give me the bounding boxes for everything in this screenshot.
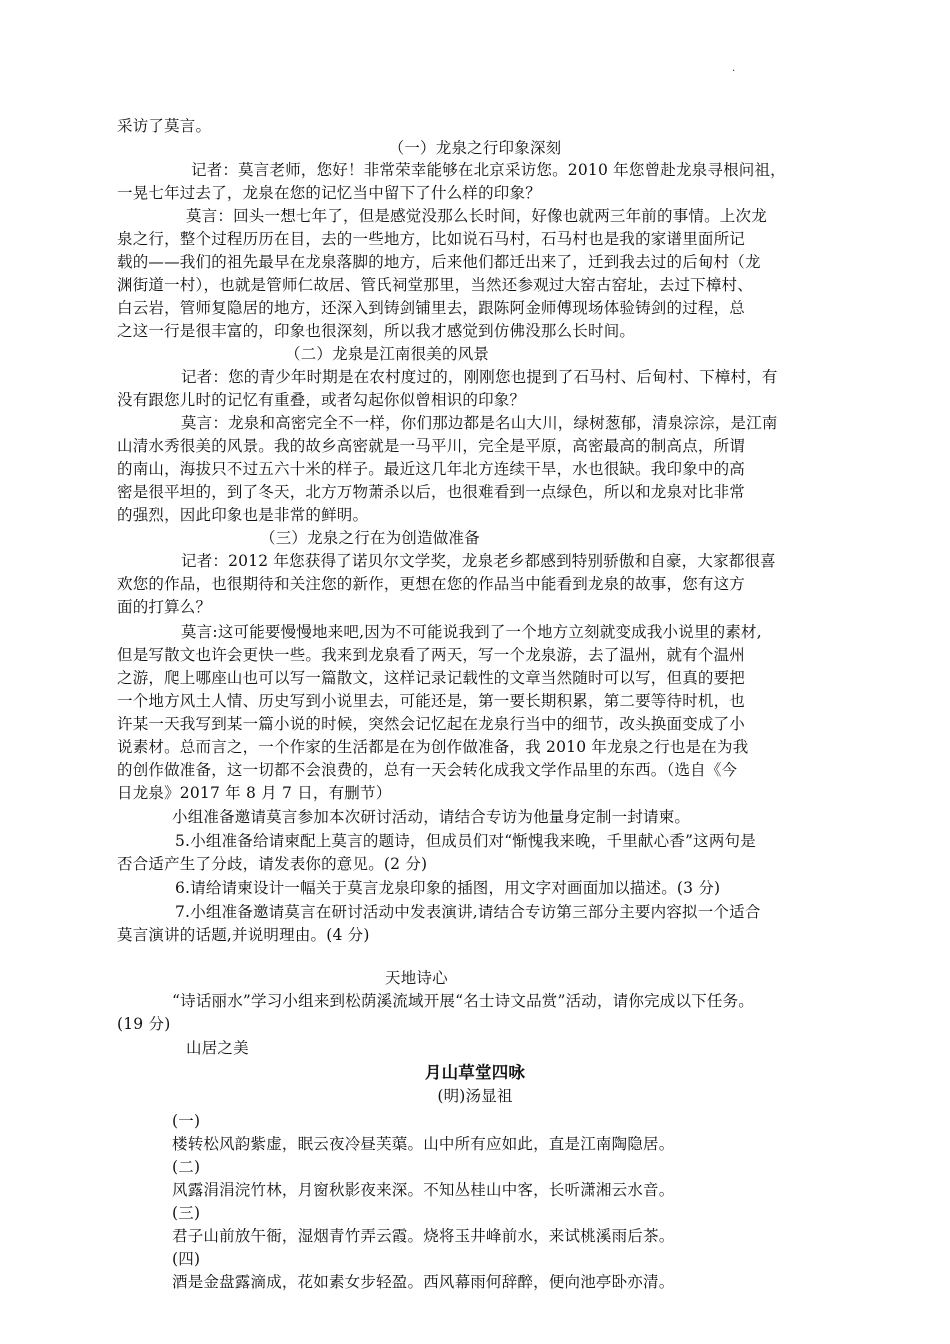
text-line: 一晃七年过去了，龙泉在您的记忆当中留下了什么样的印象？: [117, 184, 541, 202]
section-heading: （三）龙泉之行在为创造做准备: [260, 529, 480, 547]
question-6: 6.请给请柬设计一幅关于莫言龙泉印象的插图，用文字对画面加以描述。(3 分): [175, 879, 721, 897]
text-line: 但是写散文也许会更快一些。我来到龙泉看了两天，写一个龙泉游，去了温州，就有个温州: [117, 646, 746, 664]
poem-verse: 君子山前放午衙，湿烟青竹弄云霞。烧将玉井峰前水，来试桃溪雨后茶。: [172, 1227, 675, 1245]
text-line: “诗话丽水”学习小组来到松荫溪流域开展“名士诗文品赏”活动，请你完成以下任务。: [172, 992, 754, 1010]
poem-verse: 酒是金盘露滴成，花如素女步轻盈。西风幕雨何辞醉，便向池亭卧亦清。: [172, 1273, 675, 1291]
question-5: 5.小组准备给请柬配上莫言的题诗，但成员们对“惭愧我来晚，千里献心香”这两句是: [175, 832, 756, 850]
text-line: 采访了莫言。: [117, 117, 212, 135]
text-line: 渊街道一村），也就是管师仁故居、管氏祠堂那里，当然还参观过大窑古窑址，去过下樟村、: [117, 276, 753, 294]
text-line: 载的——我们的祖先最早在龙泉落脚的地方，后来他们都迁出来了，迁到我去过的后甸村（龙: [117, 253, 761, 271]
text-line: 的强烈，因此印象也是非常的鲜明。: [117, 506, 369, 524]
text-line: 许某一天我写到某一篇小说的时候，突然会记忆起在龙泉行当中的细节，改头换面变成了小: [117, 715, 746, 733]
text-line: 记者：莫言老师，您好！非常荣幸能够在北京采访您。2010 年您曾赴龙泉寻根问祖，: [191, 161, 786, 179]
text-line: 莫言：回头一想七年了，但是感觉没那么长时间，好像也就两三年前的事情。上次龙: [186, 207, 767, 225]
question-5-cont: 否合适产生了分歧，请发表你的意见。(2 分): [117, 855, 428, 873]
question-7-cont: 莫言演讲的话题,并说明理由。(4 分): [117, 926, 370, 944]
poem-part-label: (二): [172, 1158, 201, 1176]
text-line: 山清水秀很美的风景。我的故乡高密就是一马平川，完全是平原，高密最高的制高点，所谓: [117, 437, 746, 455]
text-line: 莫言:这可能要慢慢地来吧,因为不可能说我到了一个地方立刻就变成我小说里的素材,: [181, 623, 762, 641]
text-line: 记者：您的青少年时期是在农村度过的，刚刚您也提到了石马村、后甸村、下樟村，有: [181, 368, 778, 386]
text-line: 的南山，海拔只不过五六十米的样子。最近这几年北方连续干旱，水也很缺。我印象中的高: [117, 460, 746, 478]
text-line: 欢您的作品，也很期待和关注您的新作，更想在您的作品当中能看到龙泉的故事，您有这方: [117, 575, 746, 593]
page-mark: ·: [732, 66, 736, 77]
text-line: 泉之行，整个过程历历在目，去的一些地方，比如说石马村，石马村也是我的家谱里面所记: [117, 230, 746, 248]
poem-part-label: (三): [172, 1204, 201, 1222]
poem-part-label: (四): [172, 1250, 201, 1268]
text-line: 一个地方风土人情、历史写到小说里去，可能还是，第一要长期积累，第二要等待时机，也: [117, 692, 746, 710]
task-instruction: 小组准备邀请莫言参加本次研讨活动，请结合专访为他量身定制一封请柬。: [172, 808, 691, 826]
text-line: 说素材。总而言之，一个作家的生活都是在为创作做准备，我 2010 年龙泉之行也是在为我: [117, 738, 749, 756]
text-line: (19 分): [117, 1015, 171, 1033]
poem-verse: 楼转松风韵紫虚，眠云夜冷昼芙蕖。山中所有应如此，直是江南陶隐居。: [172, 1135, 675, 1153]
text-line: 之游，爬上哪座山也可以写一篇散文，这样记录记载性的文章当然随时可以写，但真的要把: [117, 669, 746, 687]
poem-author: (明)汤显祖: [437, 1087, 513, 1105]
text-line: 日龙泉》2017 年 8 月 7 日，有删节）: [117, 784, 392, 802]
text-line: 没有跟您儿时的记忆有重叠，或者勾起你似曾相识的印象？: [117, 391, 526, 409]
text-line: 面的打算么？: [117, 598, 212, 616]
text-line: 的创作做准备，这一切都不会浪费的，总有一天会转化成我文学作品里的东西。（选自《今: [117, 761, 738, 779]
section-heading: （一）龙泉之行印象深刻: [388, 139, 562, 157]
text-line: 白云岩，管师复隐居的地方，还深入到铸剑铺里去，跟陈阿金师傅现场体验铸剑的过程，总: [117, 299, 746, 317]
poem-verse: 风露涓涓浣竹林，月窗秋影夜来深。不知丛桂山中客，长听潇湘云水音。: [172, 1181, 675, 1199]
subsection-label: 山居之美: [186, 1039, 249, 1057]
text-line: 之这一行是很丰富的，印象也很深刻，所以我才感觉到仿佛没那么长时间。: [117, 322, 636, 340]
section-heading: （二）龙泉是江南很美的风景: [285, 345, 490, 363]
unit-title: 天地诗心: [385, 969, 448, 987]
poem-part-label: (一): [172, 1112, 201, 1130]
question-7: 7.小组准备邀请莫言在研讨活动中发表演讲,请结合专访第三部分主要内容拟一个适合: [175, 903, 761, 921]
text-line: 密是很平坦的，到了冬天，北方万物萧杀以后，也很难看到一点绿色，所以和龙泉对比非常: [117, 483, 746, 501]
text-line: 记者：2012 年您获得了诺贝尔文学奖，龙泉老乡都感到特别骄傲和自豪，大家都很喜: [181, 552, 776, 570]
poem-title: 月山草堂四咏: [424, 1063, 526, 1082]
text-line: 莫言：龙泉和高密完全不一样，你们那边都是名山大川，绿树葱郁，清泉淙淙，是江南: [181, 414, 778, 432]
